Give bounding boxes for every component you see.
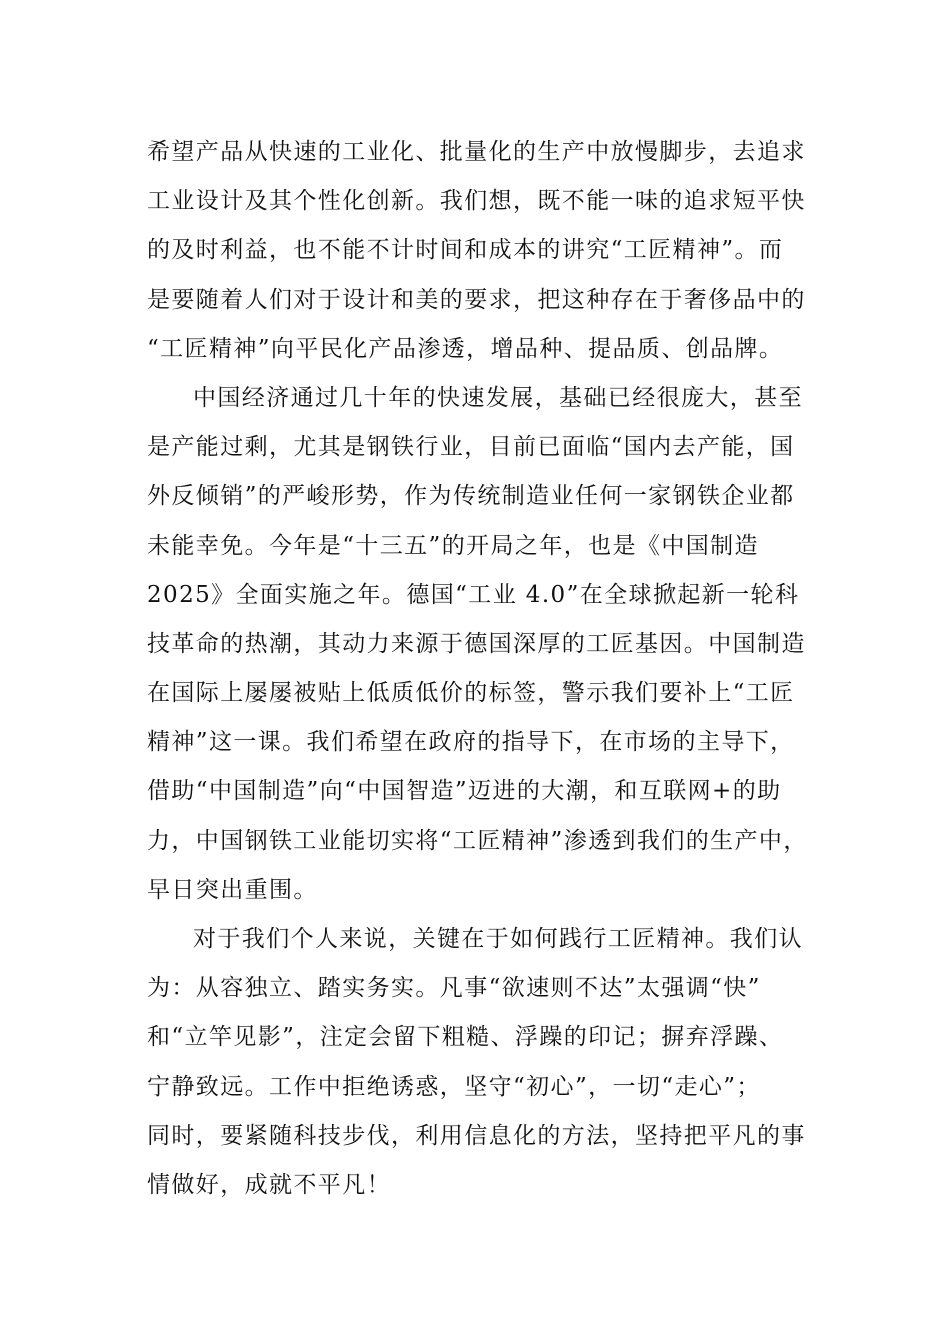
text-line: 精神”这一课。我们希望在政府的指导下，在市场的主导下， <box>147 729 795 756</box>
paragraph-1 <box>147 128 827 374</box>
paragraph-2 <box>147 374 827 915</box>
text-line: 的及时利益，也不能不计时间和成本的讲究“工匠精神”。而 <box>147 237 784 264</box>
text-line: 技革命的热潮，其动力来源于德国深厚的工匠基因。中国制造 <box>147 630 806 657</box>
text-line: 和“立竿见影”，注定会留下粗糙、浮躁的印记；摒弃浮躁、 <box>147 1024 784 1051</box>
paragraph-3 <box>147 915 827 1210</box>
text-line: 中国经济通过几十年的快速发展，基础已经很庞大，甚至 <box>193 384 803 411</box>
text-line: 是要随着人们对于设计和美的要求，把这种存在于奢侈品中的 <box>147 286 806 313</box>
text-line: 借助“中国制造”向“中国智造”迈进的大潮，和互联网+的助 <box>147 778 782 805</box>
text-line: 同时，要紧随科技步伐，利用信息化的方法，坚持把平凡的事 <box>147 1122 806 1149</box>
text-line: “工匠精神”向平民化产品渗透，增品种、提品质、创品牌。 <box>147 335 784 362</box>
text-line: 在国际上屡屡被贴上低质低价的标签，警示我们要补上“工匠 <box>147 680 795 707</box>
text-line: 为：从容独立、踏实务实。凡事“欲速则不达”太强调“快” <box>147 975 761 1002</box>
text-line: 2025》全面实施之年。德国“工业 4.0”在全球掀起新一轮科 <box>147 581 800 608</box>
text-line: 宁静致远。工作中拒绝诱惑，坚守“初心”，一切“走心”； <box>147 1073 761 1100</box>
text-line: 是产能过剩，尤其是钢铁行业，目前已面临“国内去产能，国 <box>147 434 795 461</box>
text-line: 希望产品从快速的工业化、批量化的生产中放慢脚步，去追求 <box>147 139 806 165</box>
text-line: 情做好，成就不平凡！ <box>147 1171 391 1198</box>
body-text <box>147 128 827 1210</box>
text-line: 力，中国钢铁工业能切实将“工匠精神”渗透到我们的生产中， <box>147 827 808 854</box>
text-line: 对于我们个人来说，关键在于如何践行工匠精神。我们认 <box>193 926 803 952</box>
text-line: 未能幸免。今年是“十三五”的开局之年，也是《中国制造 <box>147 532 759 559</box>
text-line: 早日突出重围。 <box>147 876 318 903</box>
text-line: 工业设计及其个性化创新。我们想，既不能一味的追求短平快 <box>147 188 806 215</box>
text-line: 外反倾销”的严峻形势，作为传统制造业任何一家钢铁企业都 <box>147 483 795 510</box>
